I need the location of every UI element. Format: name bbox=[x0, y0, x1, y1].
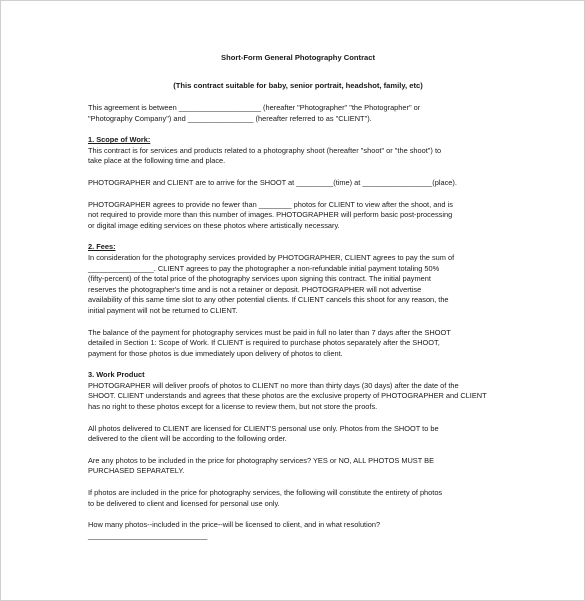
text-line: PHOTOGRAPHER and CLIENT are to arrive for the SHOOT at _________(time) at _________________(place). bbox=[88, 177, 457, 187]
text-line: detailed in Section 1: Scope of Work. If CLIENT is required to purchase photos separately after the SHOOT, bbox=[88, 338, 440, 348]
text-line: take place at the following time and place. bbox=[88, 156, 226, 166]
text-line: (fifty-percent) of the total price of the photography services upon signing this contract. The initial payment bbox=[88, 274, 431, 284]
signature-blank-line: _____________________________ bbox=[88, 530, 208, 540]
text-line: "Photography Company") and ________________ (hereafter referred to as "CLIENT"). bbox=[88, 113, 372, 123]
text-line: availability of this same time slot to any other potential clients. If CLIENT cancels this shoot for any reason, the bbox=[88, 295, 449, 305]
scope-paragraph-2 bbox=[88, 178, 508, 189]
scope-paragraph-3 bbox=[88, 200, 508, 232]
work-paragraph-1 bbox=[88, 381, 508, 413]
text-line: to be delivered to client and licensed for personal use only. bbox=[88, 498, 280, 508]
text-line: All photos delivered to CLIENT are licensed for CLIENT'S personal use only. Photos from the SHOOT to be bbox=[88, 423, 439, 433]
text-line: ________________. CLIENT agrees to pay the photographer a non-refundable initial payment totaling 50% bbox=[88, 263, 440, 273]
section-heading-scope: 1. Scope of Work: bbox=[88, 135, 151, 145]
work-paragraph-5 bbox=[88, 520, 508, 541]
scope-paragraph-1 bbox=[88, 146, 508, 167]
text-line: The balance of the payment for photography services must be paid in full no later than 7 days after the SHOOT bbox=[88, 327, 451, 337]
intro-paragraph bbox=[88, 103, 508, 124]
text-line: has no right to these photos except for a license to review them, but not store the proofs. bbox=[88, 402, 378, 412]
text-line: In consideration for the photography services provided by PHOTOGRAPHER, CLIENT agrees to pay the sum of bbox=[88, 252, 455, 262]
text-line: This agreement is between ____________________ (hereafter "Photographer" "the Photographer" or bbox=[88, 103, 421, 112]
text-line: not required to provide more than this number of images. PHOTOGRAPHER will perform basic post-processing bbox=[88, 210, 453, 220]
text-line: or digital image editing services on these photos where artistically necessary. bbox=[88, 220, 340, 230]
text-line: Are any photos to be included in the price for photography services? YES or NO, ALL PHOTOS MUST BE bbox=[88, 455, 435, 465]
text-line: reserves the photographer's time and is not a retainer or deposit. PHOTOGRAPHER will not advertise bbox=[88, 284, 422, 294]
text-line: How many photos--included in the price--will be licensed to client, and in what resolution? bbox=[88, 520, 381, 530]
text-line: If photos are included in the price for photography services, the following will constitute the entirety of photos bbox=[88, 488, 443, 498]
text-line: PHOTOGRAPHER agrees to provide no fewer than ________ photos for CLIENT to view after the shoot, and is bbox=[88, 199, 453, 209]
work-paragraph-4 bbox=[88, 488, 508, 509]
section-heading-fees: 2. Fees: bbox=[88, 242, 116, 252]
text-line: PURCHASED SEPARATELY. bbox=[88, 466, 185, 476]
text-line: This contract is for services and products related to a photography shoot (hereafter "shoot" or "the shoot") to bbox=[88, 145, 442, 155]
text-line: payment for those photos is due immediately upon delivery of photos to client. bbox=[88, 348, 343, 358]
fees-paragraph-1 bbox=[88, 253, 508, 317]
document-subtitle: (This contract suitable for baby, senior portrait, headshot, family, etc) bbox=[173, 81, 423, 90]
work-paragraph-3 bbox=[88, 456, 508, 477]
section-heading-work-product: 3. Work Product bbox=[88, 370, 145, 380]
document-title: Short-Form General Photography Contract bbox=[221, 53, 375, 62]
text-line: delivered to the client will be according to the following order. bbox=[88, 434, 287, 444]
fees-paragraph-2 bbox=[88, 328, 508, 360]
text-line: initial payment will not be returned to CLIENT. bbox=[88, 305, 238, 315]
contract-document bbox=[88, 53, 508, 541]
work-paragraph-2 bbox=[88, 424, 508, 445]
text-line: PHOTOGRAPHER will deliver proofs of photos to CLIENT no more than thirty days (30 days) after the date of the bbox=[88, 380, 459, 390]
text-line: SHOOT. CLIENT understands and agrees that these photos are the exclusive property of PHOTOGRAPHER and CLIENT bbox=[88, 391, 487, 401]
